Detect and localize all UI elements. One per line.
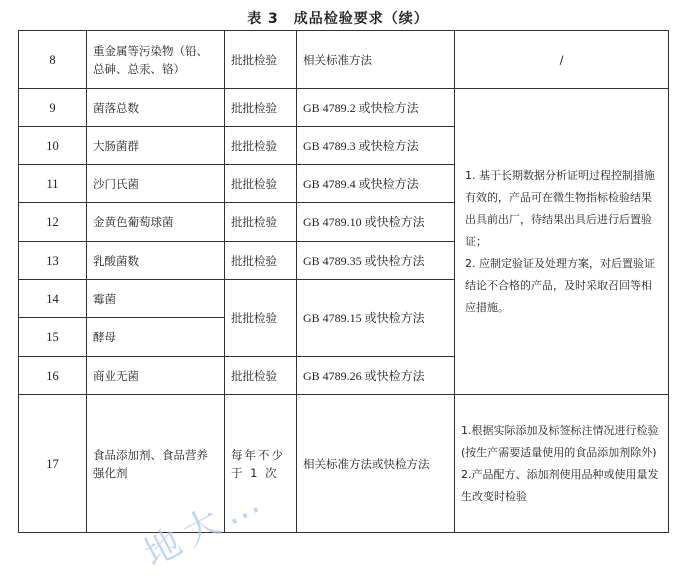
inspection-method: GB 4789.2 或快检方法	[297, 89, 455, 127]
row-number: 12	[19, 203, 87, 242]
micro-remark-1: 1. 基于长期数据分析证明过程控制措施有效的，产品可在微生物指标检验结果出具前出厂，待结果出具后进行后置验证；	[465, 168, 655, 248]
row-number: 14	[19, 280, 87, 318]
additive-remark-2: 2.产品配方、添加剂使用品种或使用量发生改变时检验	[461, 467, 659, 503]
additive-remark-1: 1.根据实际添加及标签标注情况进行检验(按生产需要适量使用的食品添加剂除外)	[461, 423, 659, 459]
table-row	[19, 31, 669, 89]
inspection-method: GB 4789.3 或快检方法	[297, 127, 455, 165]
row-number: 15	[19, 318, 87, 357]
inspection-frequency: 批批检验	[225, 89, 297, 127]
inspection-frequency: 批批检验	[225, 203, 297, 242]
inspection-frequency: 批批检验	[225, 127, 297, 165]
item-name: 金黄色葡萄球菌	[87, 203, 225, 242]
item-name: 酵母	[87, 318, 225, 357]
micro-remark	[455, 89, 669, 395]
additive-remark	[455, 395, 669, 533]
row-number: 13	[19, 242, 87, 280]
inspection-frequency: 批批检验	[225, 242, 297, 280]
inspection-method: GB 4789.15 或快检方法	[297, 280, 455, 357]
inspection-table	[18, 30, 668, 532]
inspection-method: 相关标准方法或快检方法	[297, 395, 455, 533]
item-name: 重金属等污染物（铅、总砷、总汞、铬）	[87, 31, 225, 89]
inspection-method: GB 4789.4 或快检方法	[297, 165, 455, 203]
item-name: 霉菌	[87, 280, 225, 318]
micro-remark-2: 2. 应制定验证及处理方案，对后置验证结论不合格的产品，及时采取召回等相应措施。	[465, 256, 655, 314]
row-number: 9	[19, 89, 87, 127]
inspection-method: GB 4789.10 或快检方法	[297, 203, 455, 242]
inspection-frequency: 每年不少于 1 次	[225, 395, 297, 533]
item-name: 食品添加剂、食品营养强化剂	[87, 395, 225, 533]
inspection-frequency: 批批检验	[225, 165, 297, 203]
inspection-frequency: 批批检验	[225, 280, 297, 357]
item-name: 菌落总数	[87, 89, 225, 127]
item-name: 乳酸菌数	[87, 242, 225, 280]
row-number: 11	[19, 165, 87, 203]
remark: /	[455, 31, 669, 89]
row-number: 10	[19, 127, 87, 165]
row-number: 16	[19, 357, 87, 395]
table-row	[19, 89, 669, 127]
row-number: 17	[19, 395, 87, 533]
inspection-frequency: 批批检验	[225, 31, 297, 89]
table-row	[19, 395, 669, 533]
item-name: 大肠菌群	[87, 127, 225, 165]
inspection-method: GB 4789.26 或快检方法	[297, 357, 455, 395]
inspection-frequency: 批批检验	[225, 357, 297, 395]
item-name: 沙门氏菌	[87, 165, 225, 203]
inspection-method: GB 4789.35 或快检方法	[297, 242, 455, 280]
table-title: 表 3 成品检验要求（续）	[247, 11, 429, 27]
item-name: 商业无菌	[87, 357, 225, 395]
row-number: 8	[19, 31, 87, 89]
watermark: 地大…	[137, 477, 274, 576]
inspection-method: 相关标准方法	[297, 31, 455, 89]
